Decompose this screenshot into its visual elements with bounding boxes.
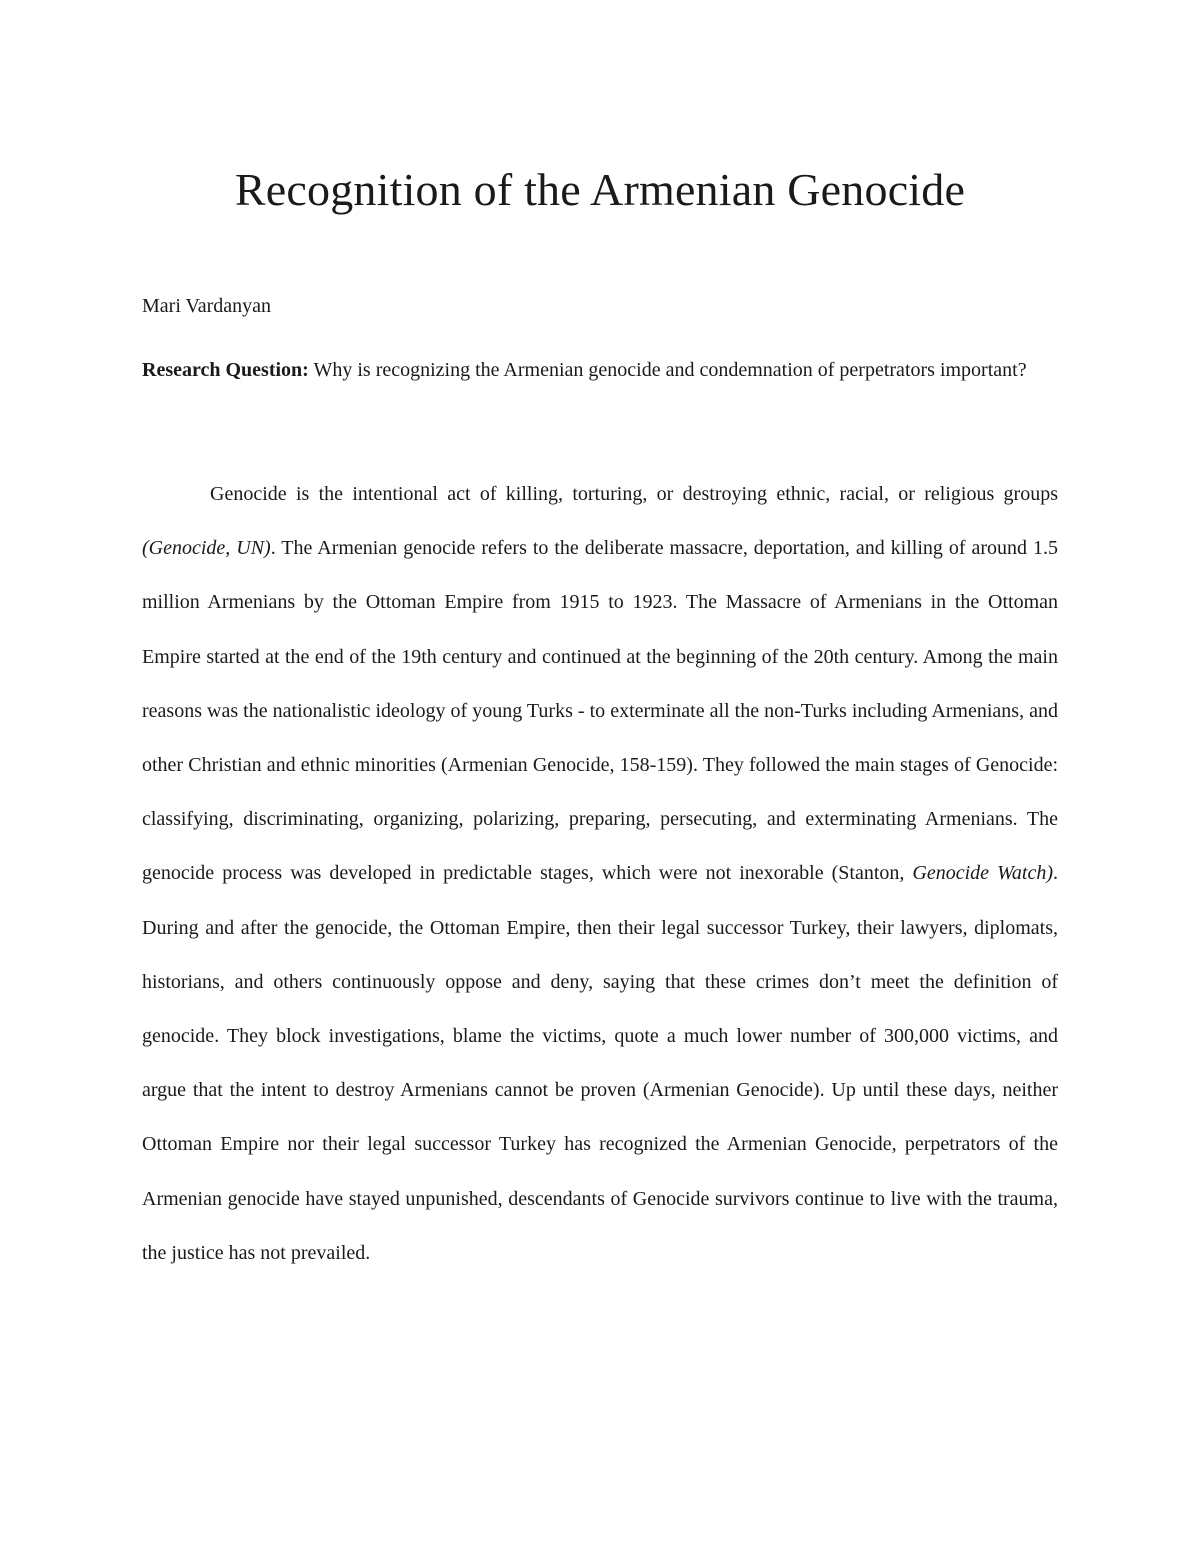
research-question bbox=[142, 343, 1058, 397]
citation-genocide-watch: Genocide Watch) bbox=[912, 862, 1053, 885]
citation-genocide-un: (Genocide, UN) bbox=[142, 537, 271, 560]
author-name: Mari Vardanyan bbox=[142, 295, 272, 317]
paragraph-text-3: . During and after the genocide, the Ottoman Empire, then their legal successor Turkey, their lawyers, diplomats, historians, and others continuously oppose and deny, saying that these crimes don’t meet the definition of genocide. They block investigations, blame the victims, quote a much lower number of 300,000 victims, and argue that the intent to destroy Armenians cannot be proven (Armenian Genocide). Up until these days, neither Ottoman Empire nor their legal successor Turkey has recognized the Armenian Genocide, perpetrators of the Armenian genocide have stayed unpunished, descendants of Genocide survivors continue to live with the trauma, the justice has not prevailed. bbox=[142, 862, 1058, 1264]
paragraph-text-2: . The Armenian genocide refers to the deliberate massacre, deportation, and killing of around 1.5 million Armenians by the Ottoman Empire from 1915 to 1923. The Massacre of Armenians in the Ottoman Empire started at the end of the 19th century and continued at the beginning of the 20th century. Among the main reasons was the nationalistic ideology of young Turks - to exterminate all the non-Turks including Armenians, and other Christian and ethnic minorities (Armenian Genocide, 158-159). They followed the main stages of Genocide: classifying, discriminating, organizing, polarizing, preparing, persecuting, and exterminating Armenians. The genocide process was developed in predictable stages, which were not inexorable (Stanton, bbox=[142, 537, 1059, 885]
research-question-text: Why is recognizing the Armenian genocide and condemnation of perpetrators important? bbox=[308, 359, 1027, 381]
page-title: Recognition of the Armenian Genocide bbox=[234, 164, 966, 215]
paragraph-text-1: Genocide is the intentional act of killing, torturing, or destroying ethnic, racial, or religious groups bbox=[210, 483, 1058, 505]
body-paragraph bbox=[142, 467, 1058, 1280]
research-question-label: Research Question: bbox=[142, 359, 309, 381]
